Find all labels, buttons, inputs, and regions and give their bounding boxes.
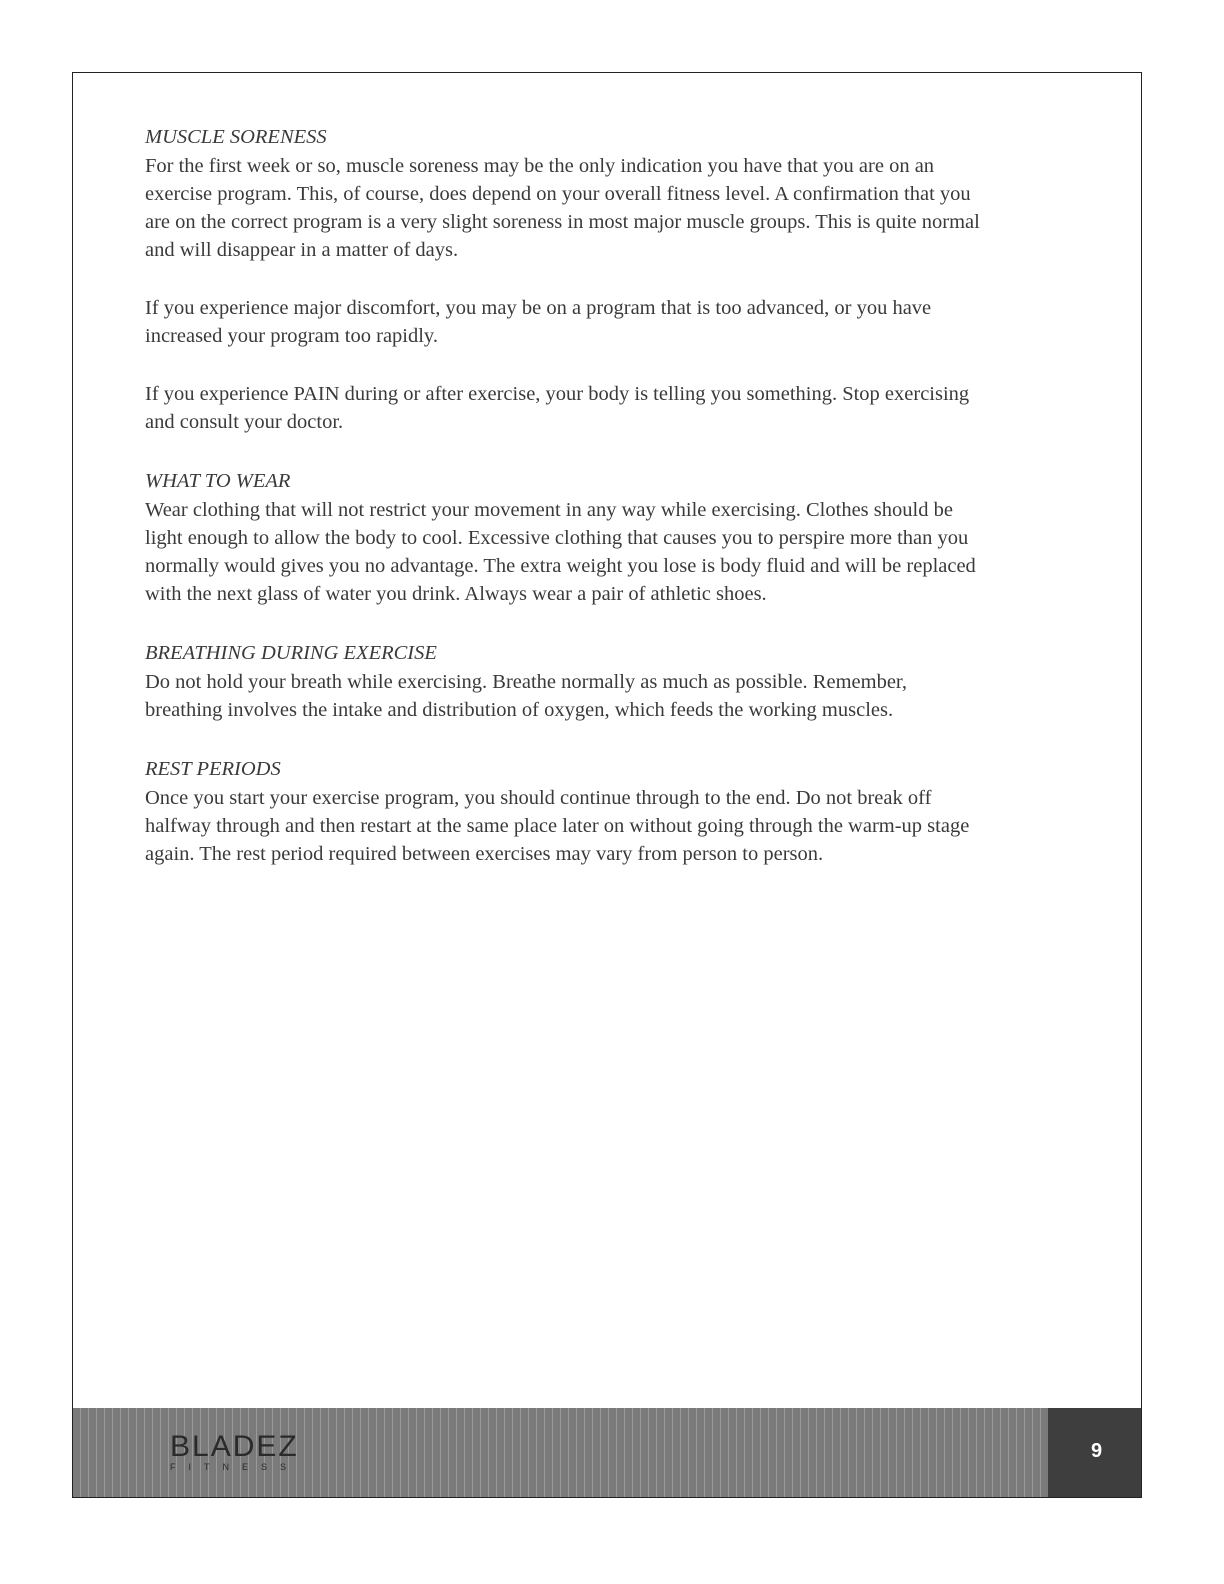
text-line: and consult your doctor. <box>145 411 344 433</box>
section-heading: BREATHING DURING EXERCISE <box>145 642 437 664</box>
text-line: For the first week or so, muscle soreness may be the only indication you have that you are on an <box>145 155 935 177</box>
text-line: and will disappear in a matter of days. <box>145 239 459 261</box>
paragraph <box>145 152 1105 264</box>
section <box>145 638 1105 724</box>
text-line: Once you start your exercise program, you should continue through to the end. Do not break off <box>145 787 932 809</box>
text-line: again. The rest period required between exercises may vary from person to person. <box>145 843 824 865</box>
text-line: halfway through and then restart at the same place later on without going through the warm-up stage <box>145 815 970 837</box>
section <box>145 754 1105 868</box>
text-line: are on the correct program is a very slight soreness in most major muscle groups. This is quite normal <box>145 211 980 233</box>
section-heading: MUSCLE SORENESS <box>145 126 327 148</box>
paragraph <box>145 668 1105 724</box>
text-line: light enough to allow the body to cool. Excessive clothing that causes you to perspire more than you <box>145 527 969 549</box>
text-line: Do not hold your breath while exercising. Breathe normally as much as possible. Remember, <box>145 671 908 693</box>
page-content <box>145 122 1105 898</box>
text-line: increased your program too rapidly. <box>145 325 438 347</box>
text-line: with the next glass of water you drink. Always wear a pair of athletic shoes. <box>145 583 767 605</box>
text-line: normally would gives you no advantage. The extra weight you lose is body fluid and will be replaced <box>145 555 976 577</box>
logo-main-text: BLADEZ <box>170 1430 299 1463</box>
logo-sub-text: FITNESS <box>170 1462 300 1472</box>
brand-logo <box>170 1432 299 1472</box>
paragraph <box>145 294 1105 350</box>
paragraph <box>145 784 1105 868</box>
text-line: Wear clothing that will not restrict your movement in any way while exercising. Clothes should be <box>145 499 953 521</box>
section-heading: WHAT TO WEAR <box>145 470 291 492</box>
section <box>145 122 1105 436</box>
text-line: breathing involves the intake and distribution of oxygen, which feeds the working muscles. <box>145 699 894 721</box>
text-line: exercise program. This, of course, does depend on your overall fitness level. A confirmation that you <box>145 183 971 205</box>
page-number: 9 <box>1091 1440 1103 1462</box>
paragraph <box>145 380 1105 436</box>
section <box>145 466 1105 608</box>
section-heading: REST PERIODS <box>145 758 281 780</box>
text-line: If you experience PAIN during or after exercise, your body is telling you something. Stop exercising <box>145 383 970 405</box>
paragraph <box>145 496 1105 608</box>
text-line: If you experience major discomfort, you may be on a program that is too advanced, or you have <box>145 297 932 319</box>
